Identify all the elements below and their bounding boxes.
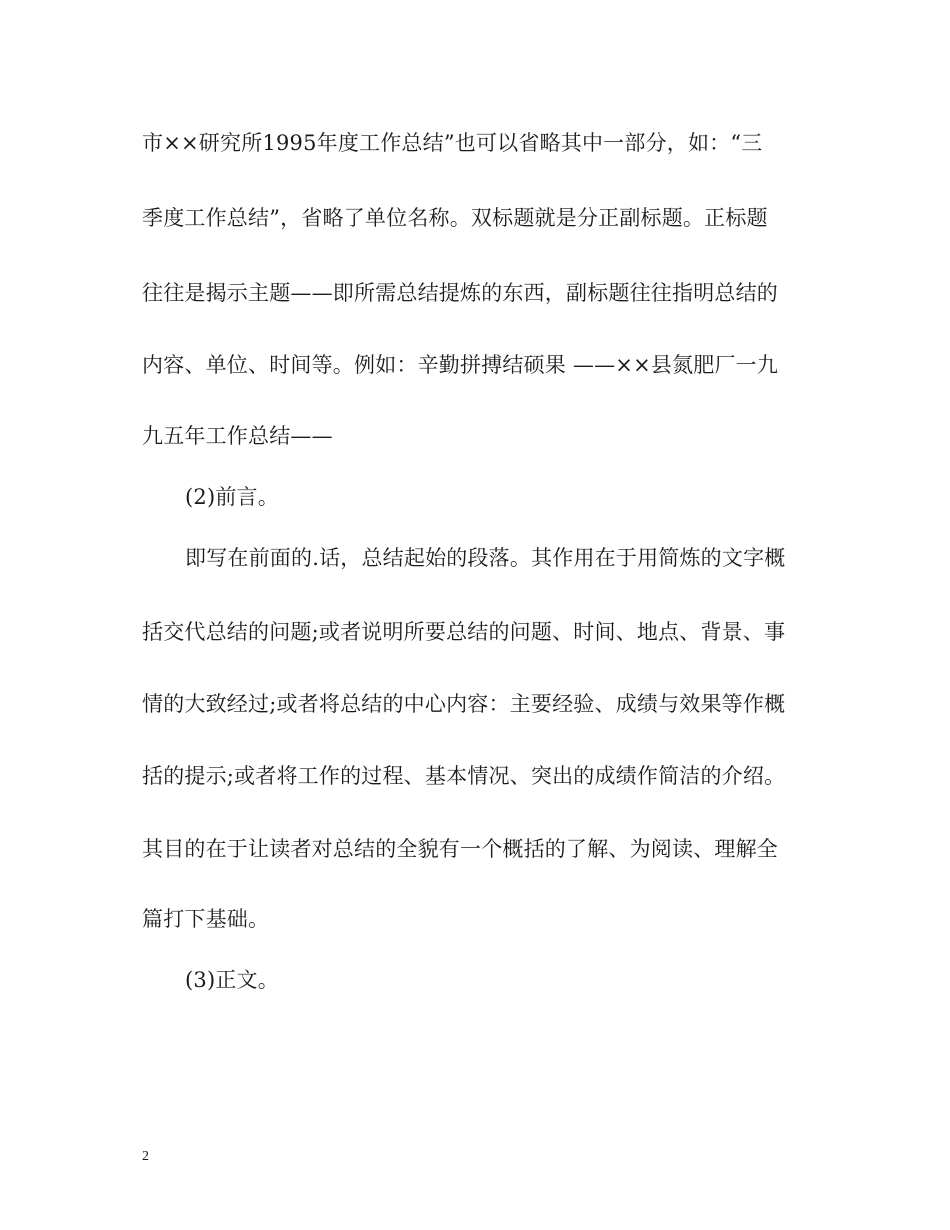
- body-text-line: 季度工作总结”，省略了单位名称。双标题就是分正副标题。正标题: [142, 206, 768, 230]
- page-number: 2: [142, 1149, 149, 1164]
- body-text-line: 篇打下基础。: [142, 907, 270, 931]
- body-text-line: 市××研究所1995年度工作总结”也可以省略其中一部分，如：“三: [142, 131, 763, 155]
- body-text-line: 九五年工作总结——: [142, 424, 333, 448]
- section-heading-body: (3)正文。: [185, 968, 279, 992]
- body-text-line: 情的大致经过;或者将总结的中心内容：主要经验、成绩与效果等作概: [142, 692, 786, 716]
- section-heading-preface: (2)前言。: [185, 485, 279, 509]
- body-text-line: 往往是揭示主题——即所需总结提炼的东西，副标题往往指明总结的: [142, 281, 778, 305]
- body-text-line: 括的提示;或者将工作的过程、基本情况、突出的成绩作简洁的介绍。: [142, 764, 786, 788]
- body-text-line: 括交代总结的问题;或者说明所要总结的问题、时间、地点、背景、事: [142, 620, 786, 644]
- body-text-line: 其目的在于让读者对总结的全貌有一个概括的了解、为阅读、理解全: [142, 837, 778, 861]
- body-text-line: 即写在前面的.话，总结起始的段落。其作用在于用简炼的文字概: [185, 546, 786, 570]
- body-text-line: 内容、单位、时间等。例如：辛勤拼搏结硕果 ——××县氮肥厂一九: [142, 353, 779, 377]
